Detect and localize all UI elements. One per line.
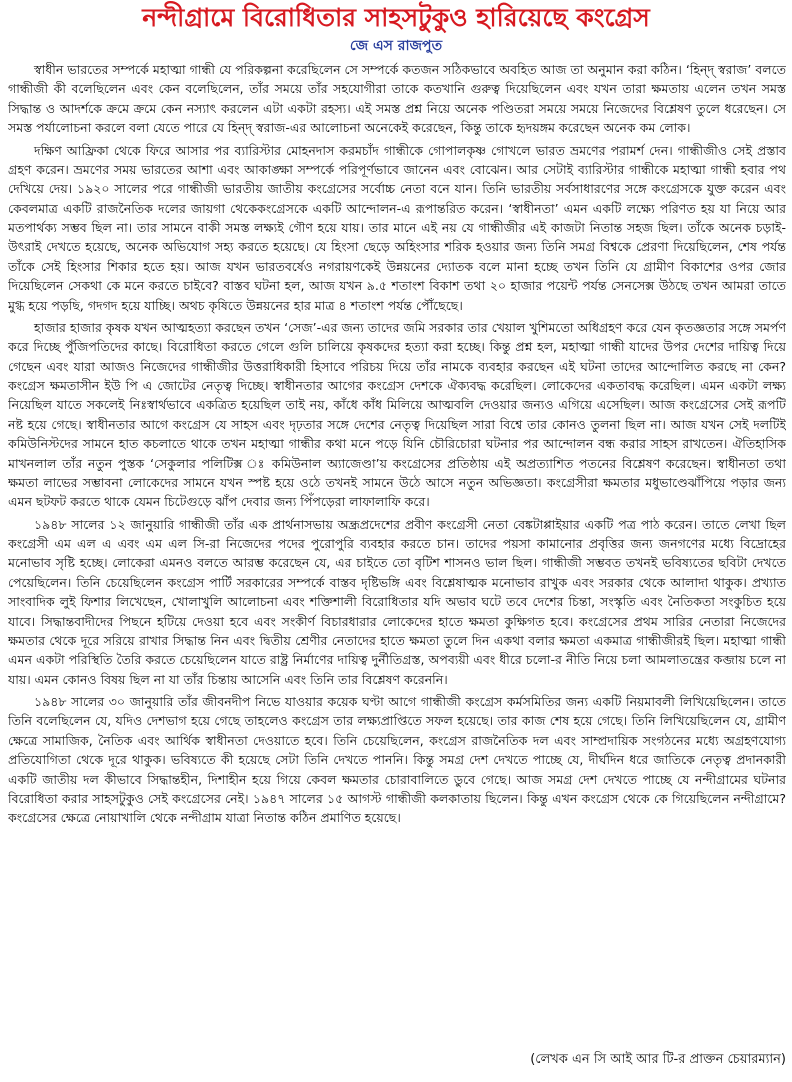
article-headline: নন্দীগ্রামে বিরোধিতার সাহসটুকুও হারিয়েছে কংগ্রেস [142, 3, 650, 32]
article-paragraph: হাজার হাজার কৃষক যখন আত্মহত্যা করছেন তখন ‘সেজ’-এর জন্য তাদের জমি সরকার তার খেয়াল খুশিমতো অধিগ্রহণ করে যেন কৃতজ্ঞতার সঙ্গে সমর্পণ করে দিচ্ছে পুঁজিপতিদের কাছে। বিরোধিতা করতে গেলে গুলি চালিয়ে কৃষকদের হত্যা করা হচ্ছে। কিন্তু প্রশ্ন হল, মহাত্মা গান্ধী যাদের উপর দেশের দায়িত্ব দিয়ে গেছেন এবং যারা আজও নিজেদের গান্ধীজীর উত্তরাধিকারী হিসাবে পরিচয় দিয়ে তাঁর নামকে ব্যবহার করছেন এই ঘটনা তাদের আন্দোলিত করছে না কেন? কংগ্রেস ক্ষমতাসীন ইউ পি এ জোটের নেতৃত্ব দিচ্ছে। স্বাধীনতার আগের কংগ্রেস দেশকে ঐক্যবদ্ধ করেছিল। লোকেদের একতাবদ্ধ করেছিল। এমন একটা লক্ষ্য নিয়েছিল যাতে সকলেই নিঃস্বার্থভাবে একত্রিত হয়েছিল তাই নয়, কাঁধে কাঁধ মিলিয়ে আত্মবলি দেওয়ার জন্যও এগিয়ে এসেছিল। আজ কংগ্রেসের সেই রূপটি নষ্ট হয়ে গেছে। স্বাধীনতার আগে কংগ্রেস যে সাহস এবং দৃঢ়তার সঙ্গে দেশের নেতৃত্ব দিয়েছিল সারা বিশ্বে তার কোনও তুলনা ছিল না। আজ যখন সেই দলটিই কমিউনিস্টদের সামনে হাত কচলাতে থাকে তখন মহাত্মা গান্ধীর কথা মনে পড়ে যিনি চৌরিচোরা ঘটনার পর আন্দোলন বন্ধ করার সাহস রাখতেন। ঐতিহাসিক মাখনলাল তাঁর নতুন পুস্তক ‘সেকুলার পলিটিক্স ঃ কমিউনাল অ্যাজেণ্ডা’য় কংগ্রেসের প্রতিষ্ঠায় এই অপ্রত্যাশিত পতনের বিশ্লেষণ করেছেন। স্বাধীনতা তথা ক্ষমতা লাভের সম্ভাবনা লোকেদের সামনে যখন স্পষ্ট হয়ে ওঠে তখনই সামনে উঠে আসে নতুন অভিজ্ঞতা। কংগ্রেসীরা ক্ষমতার মধুভাণ্ডেঝাঁপিয়ে পড়ার জন্য এমন ছটফট করতে থাকে যেমন চিটেগুড়ে ঝাঁপ দেবার জন্য পিঁপড়েরা লাফালাফি করে। [8, 319, 786, 510]
article-body [8, 60, 786, 1045]
article-paragraph: ১৯৪৮ সালের ৩০ জানুয়ারি তাঁর জীবনদীপ নিভে যাওয়ার কয়েক ঘণ্টা আগে গান্ধীজী কংগ্রেস কর্মসমিতির জন্য একটি নিয়মাবলী লিখিয়েছিলেন। তাতে তিনি বলেছিলেন যে, যদিও দেশভাগ হয়ে গেছে তাহলেও কংগ্রেস তার লক্ষ্যপ্রাপ্তিতে সফল হয়েছে। তার কাজ শেষ হয়ে গেছে। তিনি লিখিয়েছিলেন যে, গ্রামীণ ক্ষেত্রে সামাজিক, নৈতিক এবং আর্থিক স্বাধীনতা দেওয়াতে হবে। তিনি চেয়েছিলেন, কংগ্রেস রাজনৈতিক দল এবং সাম্প্রদায়িক সংগঠনের মধ্যে অগ্রহণযোগ্য প্রতিযোগিতা থেকে দূরে থাকুক। ভবিষ্যতে কী হয়েছে সেটা তিনি দেখতে পাননি। কিন্তু সমগ্র দেশ দেখতে পাচ্ছে যে, দীর্ঘদিন ধরে জাতিকে নেতৃত্ব প্রদানকারী একটি জাতীয় দল কীভাবে সিদ্ধান্তহীন, দিশাহীন হয়ে গিয়ে কেবল ক্ষমতার চোরাবালিতে ডুবে গেছে। আজ সমগ্র দেশ দেখতে পাচ্ছে যে নন্দীগ্রামের ঘটনার বিরোধিতা করার সাহসটুকুও সেই কংগ্রেসের নেই। ১৯৪৭ সালের ১৫ আগস্ট গান্ধীজী কলকাতায় ছিলেন। কিন্তু এখন কংগ্রেস থেকে কে গিয়েছিলেন নন্দীগ্রামে? কংগ্রেসের ক্ষেত্রে নোয়াখালি থেকে নন্দীগ্রাম যাত্রা নিতান্ত কঠিন প্রমাণিত হয়েছে। [8, 694, 786, 826]
article-paragraph: স্বাধীন ভারতের সম্পর্কে মহাত্মা গান্ধী যে পরিকল্পনা করেছিলেন সে সম্পর্কে কতজন সঠিকভাবে অবহিত আজ তা অনুমান করা কঠিন। ‘হিন্দ্ স্বরাজ’ বলতে গান্ধীজী কী বলেছিলেন এবং কেন বলেছিলেন, তাঁর সময়ে তাঁর সহযোগীরা তাকে কতখানি গুরুত্ব দিয়েছিলেন এবং যখন তারা ক্ষমতায় এলেন তখন সমস্ত সিদ্ধান্ত ও আদর্শকে ক্রমে ক্রমে কেন নস্যাৎ করলেন এটা একটা রহস্য। এই সমস্ত প্রশ্ন নিয়ে অনেক পণ্ডিতরা সময়ে সময়ে নিজেদের বিশ্লেষণ তুলে ধরেছেন। সে সমস্ত পর্যালোচনা করলে বলা যেতে পারে যে হিন্দ্ স্বরাজ-এর আলোচনা অনেকেই করেছেন, কিন্তু তাকে হৃদয়ঙ্গম করেছেন অনেক কম লোক। [8, 62, 786, 136]
article-paragraph: ১৯৪৮ সালের ১২ জানুয়ারি গান্ধীজী তাঁর এক প্রার্থনাসভায় অন্ধ্রপ্রদেশের প্রবীণ কংগ্রেসী নেতা বেঙ্কটাপ্পাইয়ার একটি পত্র পাঠ করেন। তাতে লেখা ছিল কংগ্রেসী এম এল এ এবং এম এল সি-রা নিজেদের পদের পুরোপুরি ব্যবহার করতে চান। তাদের পয়সা কামানোর প্রবৃত্তির জন্য জনগণের মধ্যে বিদ্রোহের মনোভাব সৃষ্টি হচ্ছে। লোকেরা এমনও বলতে আরম্ভ করেছেন যে, এর চাইতে তো বৃটিশ শাসনও ভাল ছিল। গান্ধীজী সম্ভবত তখনই ভবিষ্যতের ছবিটা দেখতে পেয়েছিলেন। তিনি চেয়েছিলেন কংগ্রেস পার্টি সরকারের সম্পর্কে বাস্তব দৃষ্টিভঙ্গি এবং বিশ্লেষাত্মক মনোভাব রাখুক এবং সরকার থেকে আলাদা থাকুক। প্রখ্যাত সাংবাদিক লুই ফিশার লিখেছেন, খোলাখুলি আলোচনা এবং শক্তিশালী বিরোধিতার যদি অভাব ঘটে তবে দেশের চিন্তা, সংস্কৃতি এবং নৈতিকতা সংকুচিত হয়ে যাবে। সিদ্ধান্তবাদীদের পিছনে হটিয়ে দেওয়া হবে এবং সংকীর্ণ বিচারধারার লোকেদের হাতে ক্ষমতা কুক্ষিগত হবে। কংগ্রেসের প্রথম সারির নেতারা নিজেদের ক্ষমতার থেকে দূরে সরিয়ে রাখার সিদ্ধান্ত নিন এবং দ্বিতীয় শ্রেণীর নেতাদের হাতে ক্ষমতা তুলে দিন একথা বলার ক্ষমতা একমাত্র গান্ধীজীরই ছিল। মহাত্মা গান্ধী এমন একটা পরিস্থিতি তৈরি করতে চেয়েছিলেন যাতে রাষ্ট্র নির্মাণের দায়িত্ব দুর্নীতিগ্রস্ত, অপব্যয়ী এবং ধীরে চলো-র নীতি নিয়ে চলা আমলাতন্ত্রের কব্জায় চলে না যায়। এমন কোনও বিষয় ছিল না যা তাঁর চিন্তায় আসেনি এবং তিনি তার বিশ্লেষণ করেননি। [8, 516, 786, 687]
article-paragraph: দক্ষিণ আফ্রিকা থেকে ফিরে আসার পর ব্যারিস্টার মোহনদাস করমচাঁদ গান্ধীকে গোপালকৃষ্ণ গোখলে ভারত ভ্রমণের পরামর্শ দেন। গান্ধীজীও সেই প্রস্তাব গ্রহণ করেন। ভ্রমণের সময় ভারতের আশা এবং আকাঙ্ক্ষা সম্পর্কে পরিপূর্ণভাবে জানেন এবং বোঝেন। আর সেটাই ব্যারিস্টার গান্ধীকে মহাত্মা গান্ধী হবার পথ দেখিয়ে দেয়। ১৯২০ সালের পরে গান্ধীজী ভারতীয় জাতীয় কংগ্রেসের সর্বোচ্চ নেতা বনে যান। তিনি ভারতীয় সর্বসাধারণের সঙ্গে কংগ্রেসকে যুক্ত করেন এবং কেবলমাত্র একটি রাজনৈতিক দলের জায়গা থেকেকংগ্রেসকে একটি আন্দোলন-এ রূপান্তরিত করেন। ‘স্বাধীনতা’ এমন একটি লক্ষ্যে পরিণত হয় যা নিয়ে আর মতপার্থক্য সম্ভব ছিল না। তার সামনে বাকী সমস্ত লক্ষ্যই গৌণ হয়ে যায়। তার মানে এই নয় যে গান্ধীজীর এই কাজটা নিতান্ত সহজ ছিল। তাঁকে অনেক চড়াই-উৎরাই দেখতে হয়েছে, অনেক অভিযোগ সহ্য করতে হয়েছে। যে হিংসা ছেড়ে অহিংসার শরিক হওয়ার জন্য তিনি সমগ্র বিশ্বকে প্রেরণা দিয়েছিলেন, শেষ পর্যন্ত তাঁকে সেই হিংসার শিকার হতে হয়। আজ যখন ভারতবর্ষেও নগরায়ণকেই উন্নয়নের দ্যোতক বলে মানা হচ্ছে তখন তিনি যে গ্রামীণ বিকাশের ওপর জোর দিয়েছিলেন সেকথা কে মনে করতে চাইবে? বাস্তব ঘটনা হল, আজ যখন ৯.৫ শতাংশ বিকাশ তথা ২০ হাজার পয়েন্ট পর্যন্ত সেনসেক্স উঠছে তখন আমরা তাতে মুগ্ধ হয়ে পড়ছি, গদগদ হয়ে যাচ্ছি। অথচ কৃষিতে উন্নয়নের হার মাত্র ৪ শতাংশ পর্যন্ত পৌঁছেছে। [8, 142, 786, 313]
author-note: (লেখক এন সি আই আর টি-র প্রাক্তন চেয়ারম্যান) [530, 1052, 786, 1067]
author-byline: জে এস রাজপুত [349, 38, 443, 54]
